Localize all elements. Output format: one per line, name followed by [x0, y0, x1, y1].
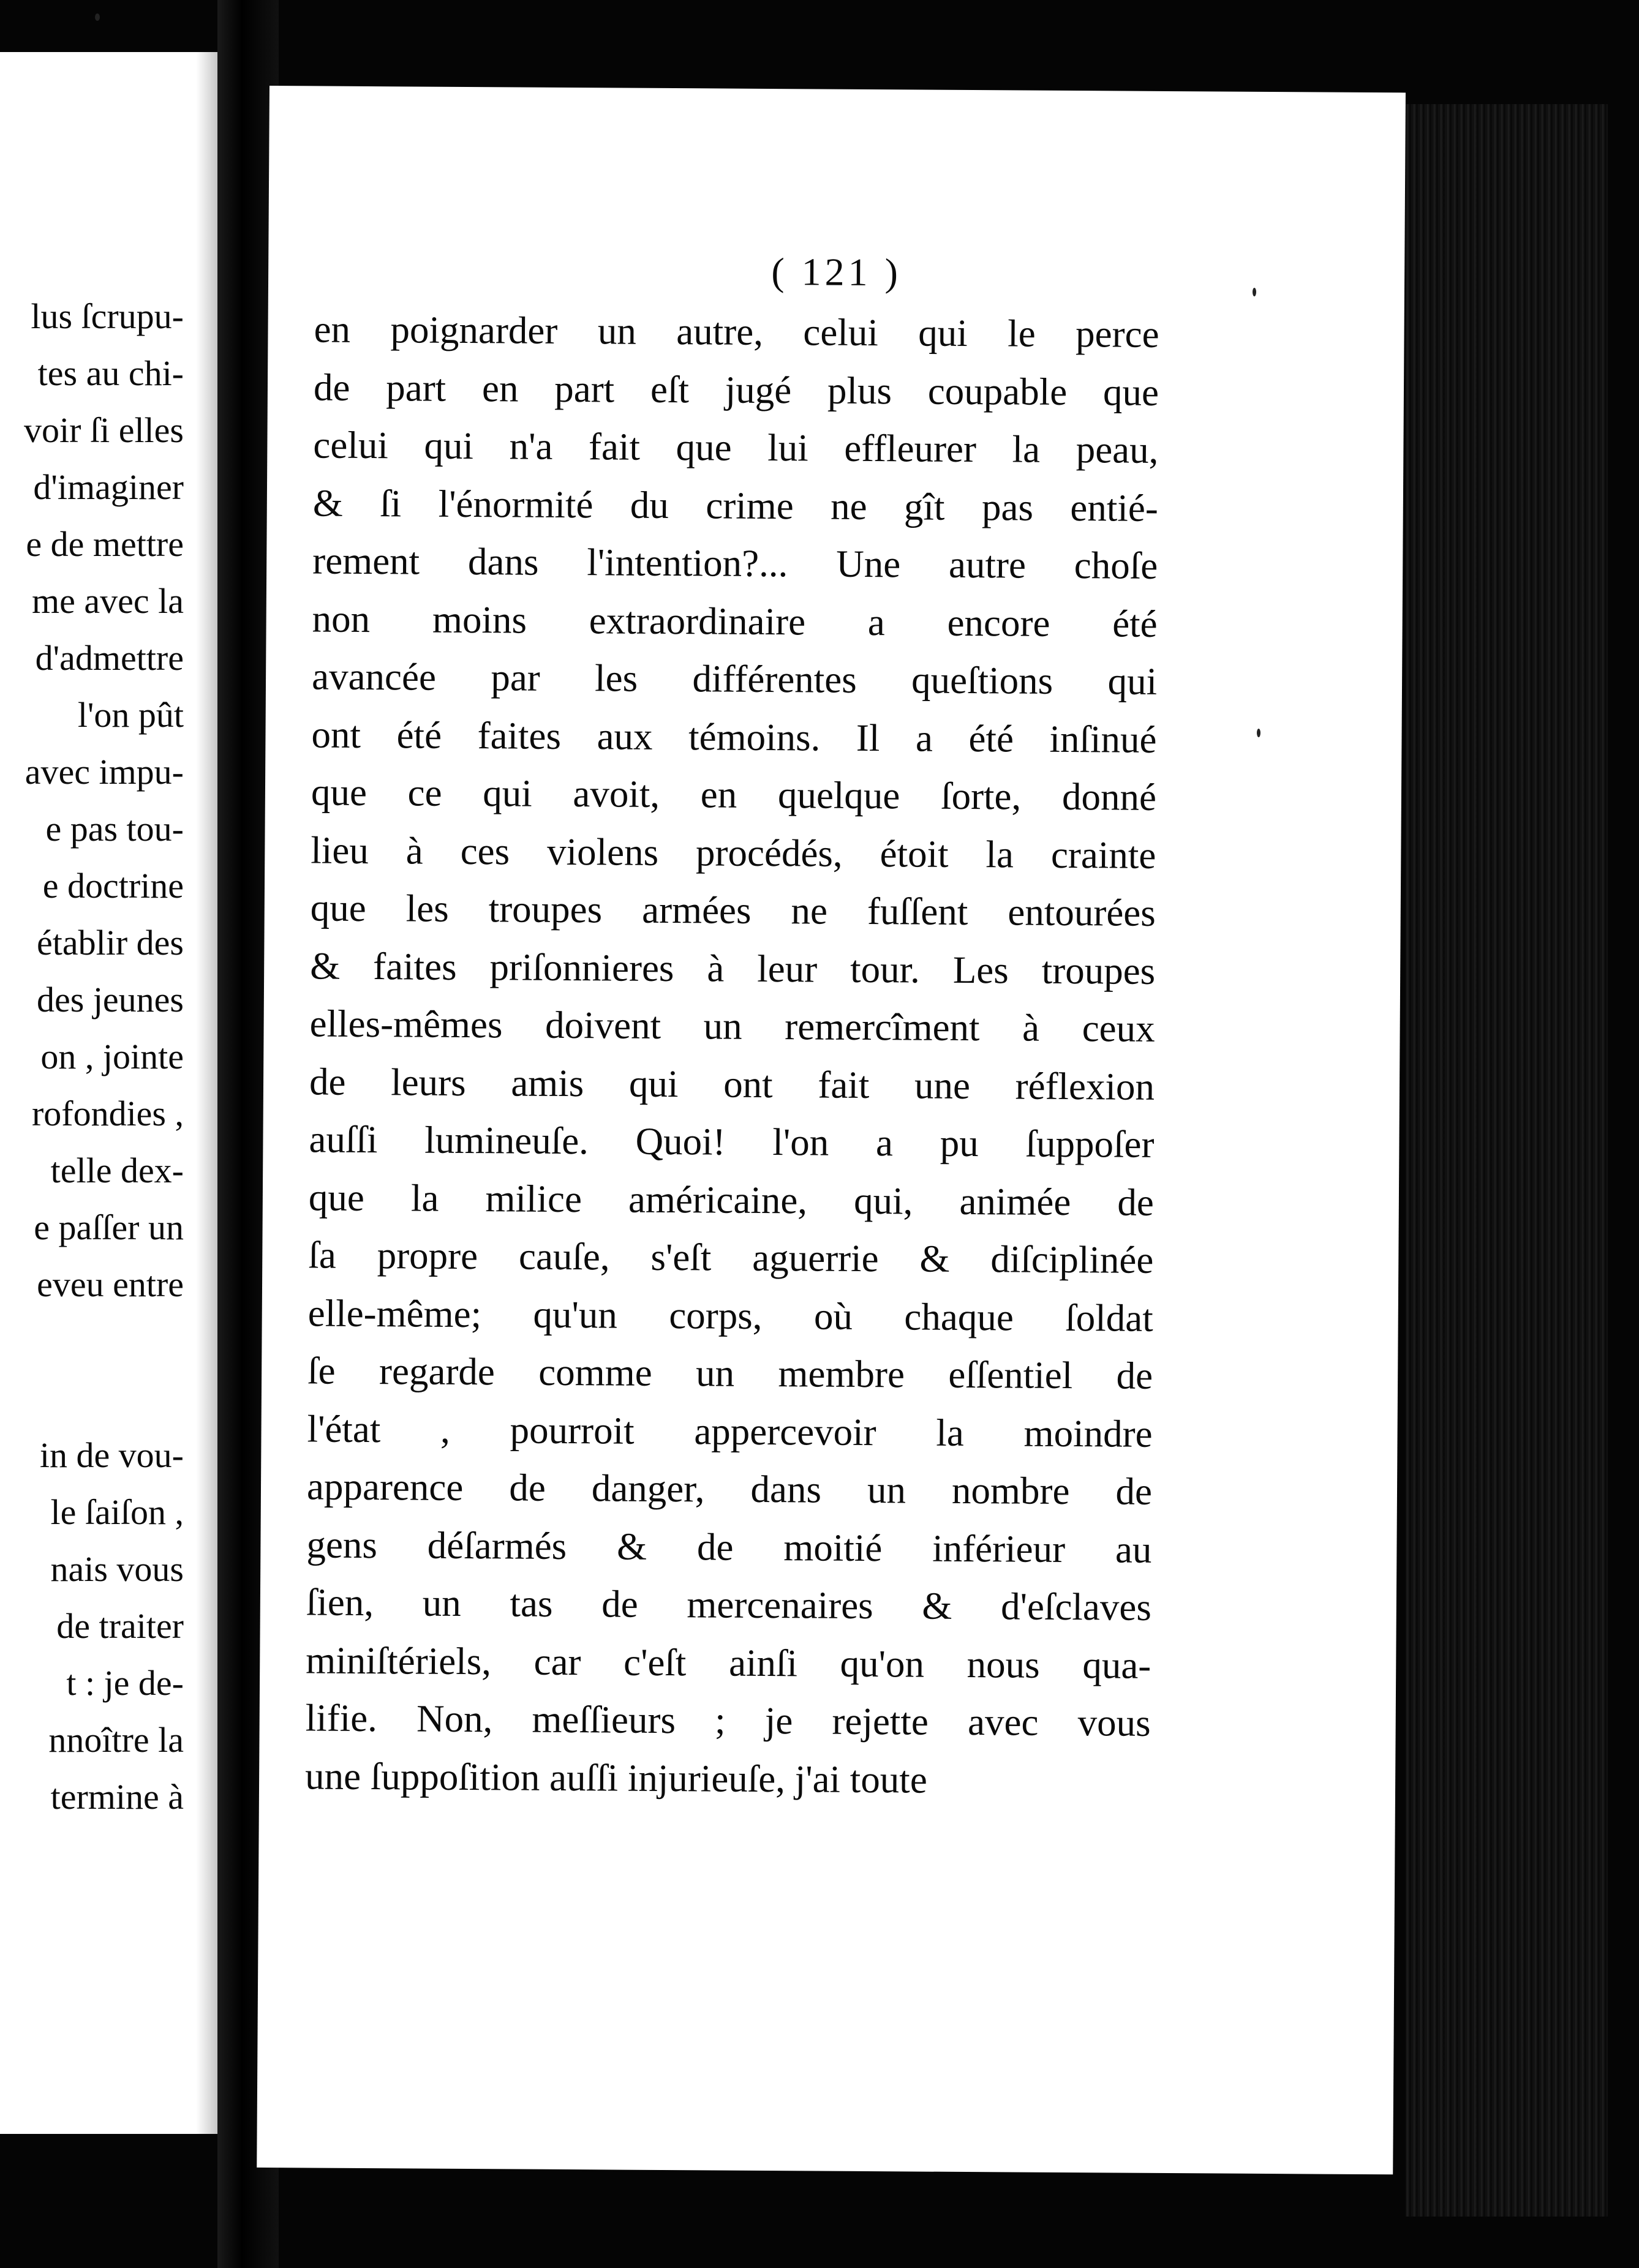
- left-page-line: t : je de-: [66, 1663, 184, 1703]
- left-page-line: me avec la: [32, 581, 184, 621]
- body-text-line: de part en part eſt jugé plus coupable que: [313, 365, 1159, 414]
- body-text-line: ſa propre cauſe, s'eſt aguerrie & diſciplinée: [308, 1233, 1154, 1282]
- gutter-shadow: [196, 52, 220, 2134]
- left-page-line: le ſaiſon ,: [50, 1492, 184, 1532]
- left-page-line: eveu entre: [37, 1264, 184, 1304]
- left-page-line: termine à: [50, 1777, 184, 1817]
- left-page: [0, 52, 220, 2134]
- left-page-line: [0, 1313, 184, 1427]
- page-body-text: [305, 300, 1159, 1809]
- body-text-line: une ſuppoſition auſſi injurieuſe, j'ai toute: [304, 1754, 928, 1801]
- body-text-line: avancée par les différentes queſtions qui: [311, 655, 1158, 703]
- left-page-line: nais vous: [50, 1549, 184, 1589]
- left-page-line: telle dex-: [50, 1151, 184, 1190]
- body-text-line: elles-mêmes doivent un remercîment à ceux: [309, 1002, 1155, 1050]
- page-stack-edge: [1406, 104, 1608, 2217]
- left-page-line: d'admettre: [35, 638, 184, 678]
- body-text-line: que les troupes armées ne fuſſent entourées: [310, 886, 1156, 934]
- right-page: [257, 86, 1406, 2174]
- left-page-text: [0, 288, 184, 1825]
- left-page-line: e doctrine: [42, 866, 184, 906]
- body-text-line: rement dans l'intention?... Une autre choſe: [312, 539, 1158, 587]
- left-page-line: rofondies ,: [31, 1094, 184, 1133]
- body-text-line: l'état , pourroit appercevoir la moindre: [307, 1406, 1153, 1455]
- body-text-line: de leurs amis qui ont fait une réflexion: [309, 1059, 1155, 1108]
- left-page-line: d'imaginer: [33, 467, 184, 507]
- body-text-line: & ſi l'énormité du crime ne gît pas entié-: [312, 481, 1159, 530]
- left-page-line: l'on pût: [77, 695, 184, 735]
- body-text-line: gens déſarmés & de moitié inférieur au: [306, 1522, 1152, 1571]
- body-text-line: ſe regarde comme un membre eſſentiel de: [307, 1349, 1153, 1397]
- body-text-line: celui qui n'a fait que lui effleurer la peau,: [313, 423, 1159, 471]
- scan-speck: [95, 13, 100, 21]
- body-text-line: que ce qui avoit, en quelque ſorte, donné: [311, 770, 1157, 819]
- page-number: ( 121 ): [771, 250, 902, 295]
- body-text-line: elle-même; qu'un corps, où chaque ſoldat: [307, 1291, 1153, 1340]
- body-text-line: que la milice américaine, qui, animée de: [308, 1175, 1155, 1224]
- left-page-line: e paſſer un: [34, 1207, 184, 1247]
- body-text-line: lifie. Non, meſſieurs ; je rejette avec vous: [305, 1696, 1151, 1744]
- left-page-line: on , jointe: [40, 1037, 184, 1076]
- left-page-line: de traiter: [56, 1606, 184, 1646]
- left-page-line: e de mettre: [26, 524, 184, 564]
- body-text-line: ſien, un tas de mercenaires & d'eſclaves: [306, 1580, 1152, 1629]
- left-page-line: tes au chi-: [37, 353, 184, 393]
- body-text-line: lieu à ces violens procédés, étoit la crainte: [311, 828, 1156, 877]
- body-text-line: non moins extraordinaire a encore été: [312, 596, 1158, 645]
- body-text-line: auſſi lumineuſe. Quoi! l'on a pu ſuppoſer: [309, 1117, 1155, 1166]
- left-page-line: lus ſcrupu-: [31, 296, 184, 336]
- left-page-line: avec impu-: [24, 752, 184, 792]
- left-page-line: in de vou-: [39, 1435, 184, 1475]
- body-text-line: ont été faites aux témoins. Il a été inſinué: [311, 712, 1157, 761]
- scan-speck: [1257, 729, 1260, 737]
- left-page-line: des jeunes: [37, 980, 184, 1019]
- body-text-line: miniſtériels, car c'eſt ainſi qu'on nous qua-: [306, 1638, 1151, 1687]
- body-text-line: en poignarder un autre, celui qui le perce: [314, 307, 1159, 356]
- body-text-line: & faites priſonnieres à leur tour. Les troupes: [310, 944, 1156, 993]
- body-text-line: apparence de danger, dans un nombre de: [306, 1465, 1153, 1513]
- left-page-line: e pas tou-: [45, 809, 184, 849]
- scan-speck: [1253, 288, 1256, 296]
- left-page-line: voir ſi elles: [24, 410, 184, 450]
- left-page-line: nnoître la: [48, 1720, 184, 1760]
- left-page-line: établir des: [37, 923, 184, 963]
